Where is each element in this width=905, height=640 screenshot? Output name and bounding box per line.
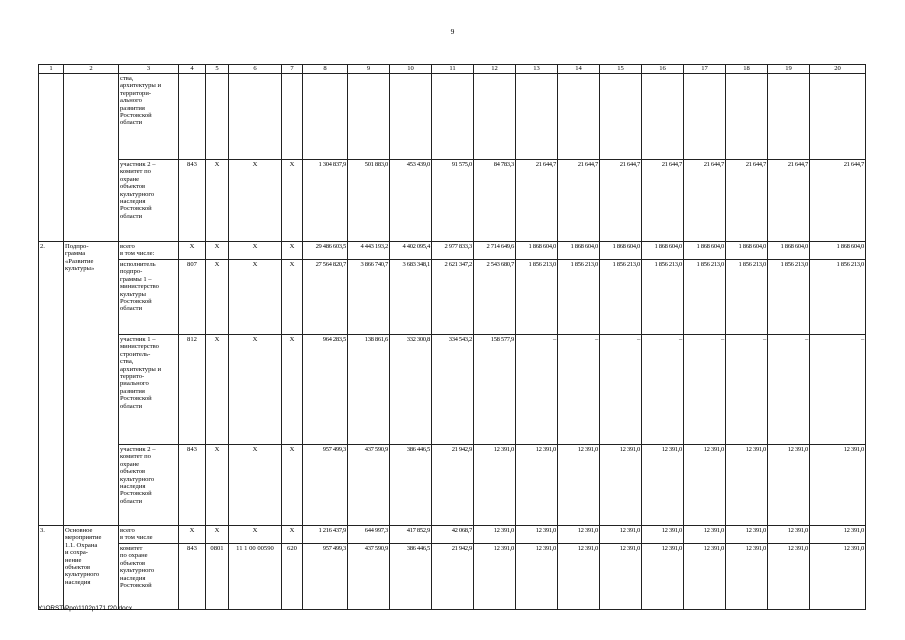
table-row: [39, 260, 866, 335]
row-number-cell: 2.: [39, 242, 64, 526]
value-cell: –: [600, 335, 642, 445]
value-cell: 2 977 833,3: [432, 242, 474, 260]
value-cell: 1 856 213,0: [600, 260, 642, 335]
value-cell: [726, 74, 768, 160]
value-cell: 12 391,0: [726, 544, 768, 610]
value-cell: 21 644,7: [558, 160, 600, 242]
value-cell: 12 391,0: [684, 544, 726, 610]
header-row: [39, 65, 866, 74]
column-number-5: 5: [206, 65, 229, 74]
value-cell: 12 391,0: [516, 445, 558, 526]
value-cell: 1 856 213,0: [642, 260, 684, 335]
table-body: [39, 65, 866, 610]
executor-cell: ства, архитектуры и территори- ального развития Ростовской области: [119, 74, 179, 160]
column-number-18: 18: [726, 65, 768, 74]
value-cell: –: [516, 335, 558, 445]
value-cell: –: [810, 335, 866, 445]
value-cell: 12 391,0: [810, 526, 866, 544]
value-cell: 1 868 604,0: [684, 242, 726, 260]
table-row: [39, 74, 866, 160]
value-cell: 1 868 604,0: [810, 242, 866, 260]
value-cell: [348, 74, 390, 160]
table-row: [39, 445, 866, 526]
value-cell: Х: [229, 445, 282, 526]
value-cell: 644 997,3: [348, 526, 390, 544]
value-cell: 21 942,9: [432, 544, 474, 610]
value-cell: –: [558, 335, 600, 445]
value-cell: [516, 74, 558, 160]
value-cell: 4 443 193,2: [348, 242, 390, 260]
column-number-20: 20: [810, 65, 866, 74]
value-cell: 2 543 680,7: [474, 260, 516, 335]
value-cell: 12 391,0: [810, 445, 866, 526]
value-cell: [179, 74, 206, 160]
value-cell: 964 283,5: [303, 335, 348, 445]
value-cell: 21 644,7: [726, 160, 768, 242]
value-cell: 21 644,7: [684, 160, 726, 242]
value-cell: 4 402 095,4: [390, 242, 432, 260]
value-cell: 1 856 213,0: [516, 260, 558, 335]
value-cell: [390, 74, 432, 160]
value-cell: 12 391,0: [768, 544, 810, 610]
value-cell: 12 391,0: [810, 544, 866, 610]
value-cell: 158 577,9: [474, 335, 516, 445]
value-cell: 12 391,0: [642, 445, 684, 526]
value-cell: –: [768, 335, 810, 445]
value-cell: [303, 74, 348, 160]
footer-file-path: Y:\ORST\Ppo\1102p171.f20.docx: [38, 605, 133, 612]
column-number-4: 4: [179, 65, 206, 74]
value-cell: 12 391,0: [726, 526, 768, 544]
executor-cell: комитет по охране объектов культурного наследия Ростовской: [119, 544, 179, 610]
column-number-1: 1: [39, 65, 64, 74]
value-cell: 12 391,0: [558, 544, 600, 610]
executor-cell: всего в том числе:: [119, 242, 179, 260]
value-cell: 2 714 649,6: [474, 242, 516, 260]
column-number-8: 8: [303, 65, 348, 74]
value-cell: Х: [179, 242, 206, 260]
column-number-13: 13: [516, 65, 558, 74]
value-cell: [810, 74, 866, 160]
value-cell: 12 391,0: [474, 445, 516, 526]
program-name-cell: Основное мероприятие 1.1. Охрана и сохра- нение объектов культурного наследия: [64, 526, 119, 610]
value-cell: 1 868 604,0: [516, 242, 558, 260]
table-row: [39, 526, 866, 544]
value-cell: 1 856 213,0: [726, 260, 768, 335]
value-cell: [642, 74, 684, 160]
value-cell: 453 439,0: [390, 160, 432, 242]
value-cell: Х: [229, 335, 282, 445]
value-cell: 21 644,7: [768, 160, 810, 242]
value-cell: 437 590,9: [348, 544, 390, 610]
value-cell: 12 391,0: [768, 526, 810, 544]
value-cell: [282, 74, 303, 160]
value-cell: Х: [229, 242, 282, 260]
column-number-17: 17: [684, 65, 726, 74]
executor-cell: участник 2 – комитет по охране объектов культурного наследия Ростовской области: [119, 445, 179, 526]
value-cell: 1 856 213,0: [558, 260, 600, 335]
value-cell: Х: [206, 445, 229, 526]
value-cell: 21 644,7: [516, 160, 558, 242]
value-cell: 417 852,9: [390, 526, 432, 544]
value-cell: Х: [282, 445, 303, 526]
value-cell: Х: [229, 160, 282, 242]
value-cell: [432, 74, 474, 160]
value-cell: 2 621 347,2: [432, 260, 474, 335]
column-number-10: 10: [390, 65, 432, 74]
table-row: [39, 544, 866, 610]
column-number-2: 2: [64, 65, 119, 74]
value-cell: [684, 74, 726, 160]
value-cell: 843: [179, 544, 206, 610]
value-cell: 957 499,3: [303, 445, 348, 526]
value-cell: [474, 74, 516, 160]
value-cell: 12 391,0: [600, 445, 642, 526]
value-cell: 91 575,0: [432, 160, 474, 242]
value-cell: 21 644,7: [810, 160, 866, 242]
value-cell: Х: [282, 160, 303, 242]
value-cell: Х: [229, 260, 282, 335]
executor-cell: всего в том числе: [119, 526, 179, 544]
value-cell: 386 446,5: [390, 445, 432, 526]
table-row: [39, 242, 866, 260]
column-number-3: 3: [119, 65, 179, 74]
value-cell: 138 861,6: [348, 335, 390, 445]
column-number-12: 12: [474, 65, 516, 74]
value-cell: 1 868 604,0: [558, 242, 600, 260]
value-cell: Х: [282, 335, 303, 445]
value-cell: Х: [206, 260, 229, 335]
value-cell: 843: [179, 160, 206, 242]
column-number-6: 6: [229, 65, 282, 74]
value-cell: 12 391,0: [558, 445, 600, 526]
value-cell: 386 446,5: [390, 544, 432, 610]
column-number-16: 16: [642, 65, 684, 74]
value-cell: 12 391,0: [516, 526, 558, 544]
budget-table: [38, 64, 866, 610]
value-cell: 12 391,0: [600, 544, 642, 610]
value-cell: 12 391,0: [642, 544, 684, 610]
value-cell: 84 783,3: [474, 160, 516, 242]
value-cell: 1 868 604,0: [726, 242, 768, 260]
value-cell: 1 856 213,0: [684, 260, 726, 335]
value-cell: 1 856 213,0: [810, 260, 866, 335]
value-cell: 27 564 820,7: [303, 260, 348, 335]
value-cell: 21 644,7: [642, 160, 684, 242]
value-cell: 12 391,0: [684, 526, 726, 544]
value-cell: [768, 74, 810, 160]
value-cell: 12 391,0: [474, 544, 516, 610]
value-cell: Х: [282, 242, 303, 260]
value-cell: 620: [282, 544, 303, 610]
value-cell: 29 486 603,5: [303, 242, 348, 260]
value-cell: –: [684, 335, 726, 445]
value-cell: 42 068,7: [432, 526, 474, 544]
value-cell: 21 942,9: [432, 445, 474, 526]
value-cell: [558, 74, 600, 160]
value-cell: 12 391,0: [726, 445, 768, 526]
row-number-cell: 3.: [39, 526, 64, 610]
column-number-15: 15: [600, 65, 642, 74]
value-cell: 332 300,8: [390, 335, 432, 445]
executor-cell: исполнитель подпро- граммы 1 – министерство культуры Ростовской области: [119, 260, 179, 335]
value-cell: Х: [206, 160, 229, 242]
column-number-14: 14: [558, 65, 600, 74]
column-number-7: 7: [282, 65, 303, 74]
value-cell: 12 391,0: [516, 544, 558, 610]
table-row: [39, 335, 866, 445]
column-number-11: 11: [432, 65, 474, 74]
table-row: [39, 160, 866, 242]
value-cell: 1 856 213,0: [768, 260, 810, 335]
value-cell: 11 1 00 00590: [229, 544, 282, 610]
value-cell: Х: [229, 526, 282, 544]
program-name-cell: Подпро- грамма «Развитие культуры»: [64, 242, 119, 526]
value-cell: Х: [282, 526, 303, 544]
value-cell: 1 216 437,9: [303, 526, 348, 544]
row-number-cell: [39, 74, 64, 242]
value-cell: 437 590,9: [348, 445, 390, 526]
executor-cell: участник 1 – министерство строитель- ства, архитектуры и террито- риального развития Ростовской области: [119, 335, 179, 445]
value-cell: 3 683 348,1: [390, 260, 432, 335]
value-cell: 334 543,2: [432, 335, 474, 445]
value-cell: 812: [179, 335, 206, 445]
value-cell: 843: [179, 445, 206, 526]
value-cell: 1 304 837,9: [303, 160, 348, 242]
value-cell: [600, 74, 642, 160]
value-cell: 1 868 604,0: [600, 242, 642, 260]
value-cell: 21 644,7: [600, 160, 642, 242]
value-cell: Х: [206, 526, 229, 544]
program-name-cell: [64, 74, 119, 242]
value-cell: –: [726, 335, 768, 445]
value-cell: 501 883,0: [348, 160, 390, 242]
value-cell: [229, 74, 282, 160]
value-cell: 12 391,0: [558, 526, 600, 544]
value-cell: 12 391,0: [684, 445, 726, 526]
executor-cell: участник 2 – комитет по охране объектов культурного наследия Ростовской области: [119, 160, 179, 242]
value-cell: 807: [179, 260, 206, 335]
value-cell: –: [642, 335, 684, 445]
value-cell: [206, 74, 229, 160]
column-number-19: 19: [768, 65, 810, 74]
value-cell: 12 391,0: [768, 445, 810, 526]
value-cell: Х: [206, 242, 229, 260]
value-cell: 957 499,3: [303, 544, 348, 610]
value-cell: 12 391,0: [600, 526, 642, 544]
value-cell: Х: [179, 526, 206, 544]
value-cell: 1 868 604,0: [642, 242, 684, 260]
value-cell: 12 391,0: [474, 526, 516, 544]
value-cell: Х: [206, 335, 229, 445]
value-cell: 12 391,0: [642, 526, 684, 544]
value-cell: 1 868 604,0: [768, 242, 810, 260]
value-cell: Х: [282, 260, 303, 335]
value-cell: 3 866 740,7: [348, 260, 390, 335]
value-cell: 0801: [206, 544, 229, 610]
column-number-9: 9: [348, 65, 390, 74]
page-number: 9: [450, 27, 455, 36]
